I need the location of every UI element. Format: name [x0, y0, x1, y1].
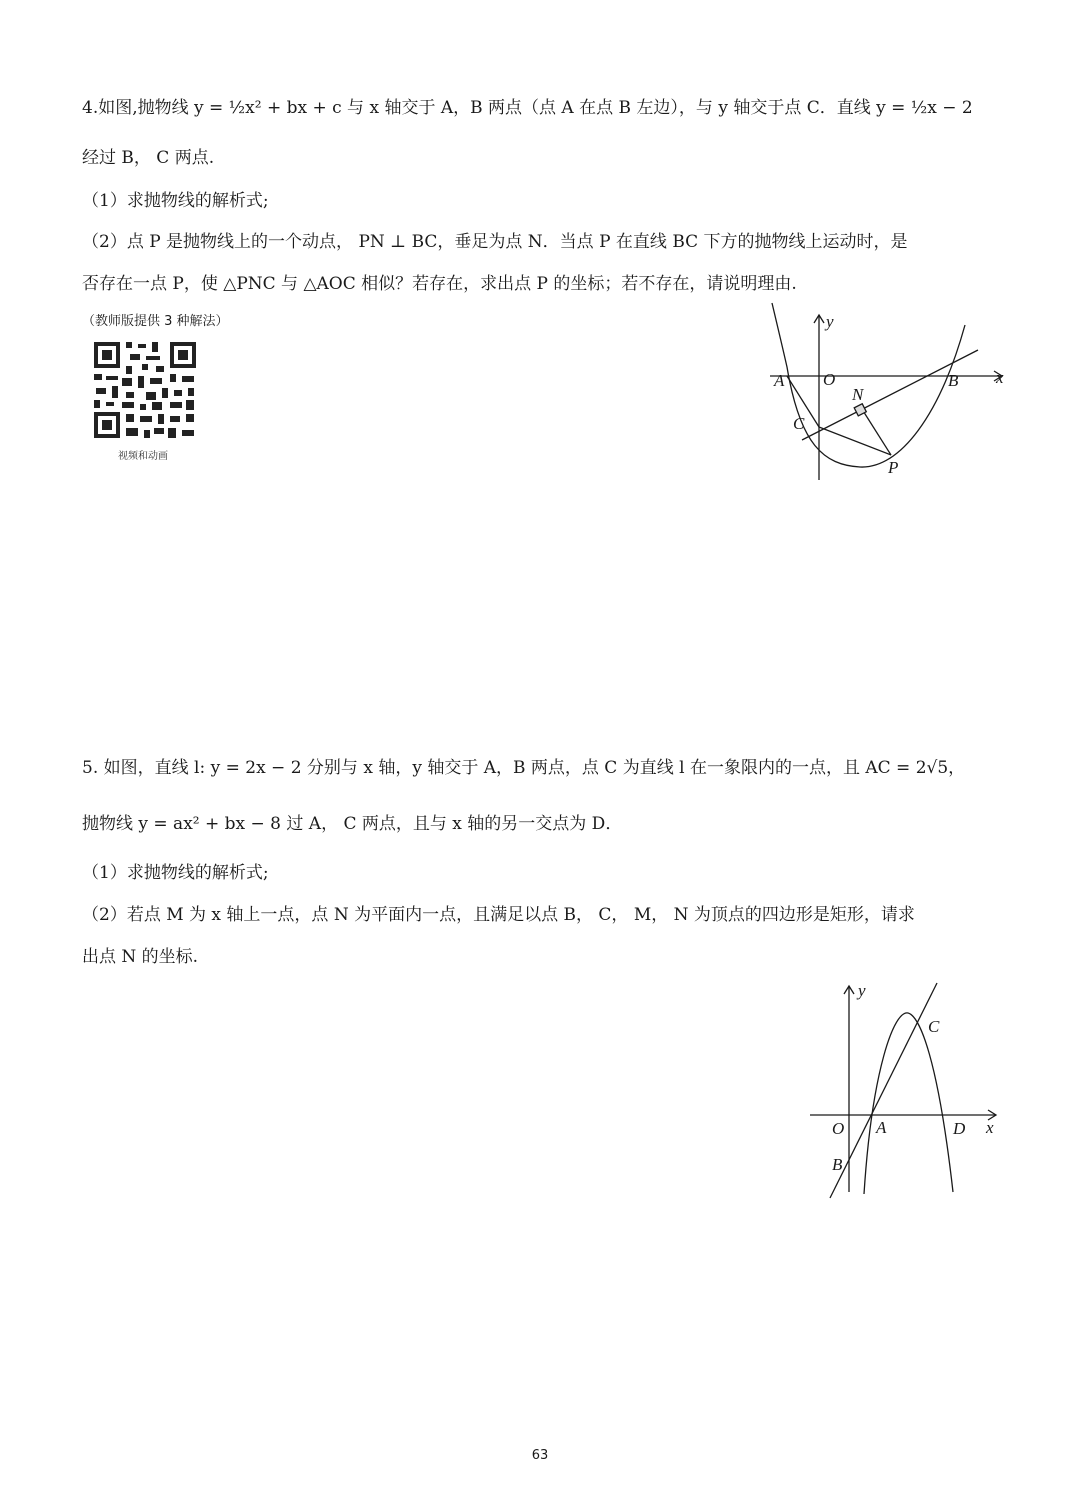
fig5-label-d: D — [953, 1119, 966, 1138]
problem4-part2-line1: （2）点 P 是抛物线上的一个动点， PN ⊥ BC，垂足为点 N．当点 P 在直线 BC 下方的抛物线上运动时，是 — [82, 232, 908, 252]
fig4-label-y: y — [826, 312, 834, 331]
fig5-label-a: A — [876, 1118, 887, 1137]
parabola — [772, 303, 965, 467]
problem4-statement-line2: 经过 B， C 两点. — [82, 148, 215, 168]
fig4-label-b: B — [948, 371, 959, 390]
problem5-statement-line2: 抛物线 y = ax² + bx − 8 过 A， C 两点，且与 x 轴的另一交点为 D． — [82, 814, 623, 834]
segment-np — [860, 406, 891, 455]
problem4-figure — [760, 305, 1010, 485]
fig5-label-x: x — [986, 1118, 994, 1137]
fig4-label-a: A — [774, 371, 785, 390]
fig4-label-o: O — [823, 370, 836, 389]
fig5-label-c: C — [928, 1017, 940, 1036]
fig4-label-n: N — [852, 385, 864, 404]
teacher-note: （教师版提供 3 种解法） — [82, 314, 229, 329]
page-number: 63 — [531, 1448, 549, 1463]
fig5-label-y: y — [858, 981, 866, 1000]
fig4-label-p: P — [888, 458, 899, 477]
line-bc — [802, 350, 978, 440]
problem5-part1: （1）求抛物线的解析式; — [82, 863, 269, 883]
fig4-label-c: C — [793, 414, 805, 433]
segment-cp — [819, 427, 891, 455]
qr-code — [92, 340, 198, 440]
problem4-part1: （1）求抛物线的解析式; — [82, 191, 269, 211]
problem5-part2-line2: 出点 N 的坐标. — [82, 947, 199, 967]
fig5-label-b: B — [832, 1155, 843, 1174]
problem5-statement-line1: 5. 如图，直线 l: y = 2x − 2 分别与 x 轴，y 轴交于 A，B 两点，点 C 为直线 l 在一象限内的一点，且 AC = 2√5， — [82, 758, 966, 778]
problem5-part2-line1: （2）若点 M 为 x 轴上一点，点 N 为平面内一点，且满足以点 B， C， M， N 为顶点的四边形是矩形，请求 — [82, 905, 915, 925]
problem5-figure — [808, 980, 1008, 1202]
fig5-label-o: O — [832, 1119, 845, 1138]
fig4-label-x: x — [996, 368, 1004, 387]
problem4-part2-line2: 否存在一点 P，使 △PNC 与 △AOC 相似？若存在，求出点 P 的坐标；若不存在，请说明理由. — [82, 274, 797, 294]
line-l — [830, 983, 937, 1198]
problem4-statement-line1: 4.如图,抛物线 y = ½x² + bx + c 与 x 轴交于 A，B 两点（点 A 在点 B 左边），与 y 轴交于点 C．直线 y = ½x − 2 — [82, 98, 973, 118]
qr-caption: 视频和动画 — [118, 451, 168, 462]
